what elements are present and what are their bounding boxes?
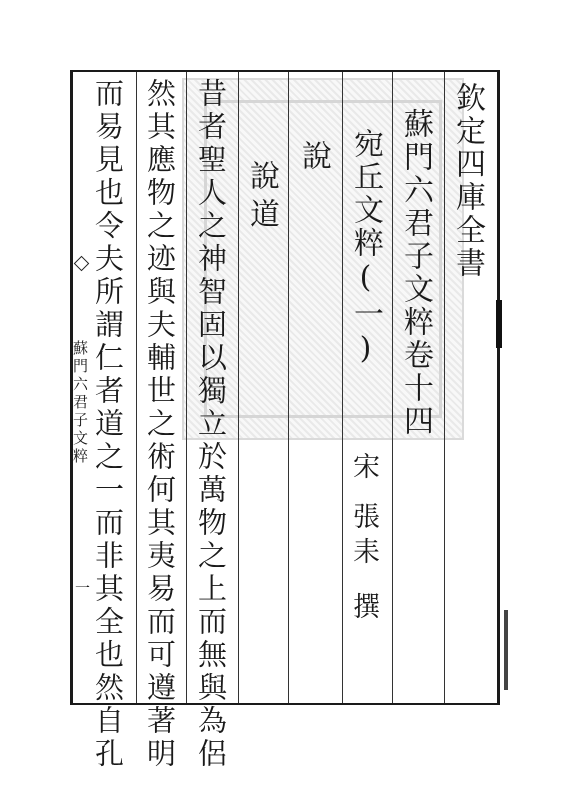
margin-page-number: 一 xyxy=(73,580,91,598)
genre-heading: 說 xyxy=(296,140,331,173)
page-edge-mark xyxy=(504,610,508,690)
column-rule xyxy=(238,72,239,703)
author-dynasty: 宋 xyxy=(348,452,379,483)
author-role: 撰 xyxy=(348,592,379,623)
column-rule xyxy=(342,72,343,703)
column-rule xyxy=(136,72,137,703)
body-line: 然其應物之迹與夫輔世之術何其夷易而可遵著明 xyxy=(143,78,177,771)
collection-title: 宛丘文粹(一) xyxy=(348,128,383,369)
body-line: 昔者聖人之神智固以獨立於萬物之上而無與為侶 xyxy=(194,78,228,771)
margin-book-title: 蘇門六君子文粹 xyxy=(71,340,89,466)
column-rule xyxy=(288,72,289,703)
essay-title: 說道 xyxy=(244,160,279,236)
page-edge-mark xyxy=(496,300,502,348)
book-title: 蘇門六君子文粹卷十四 xyxy=(398,108,433,438)
column-rule xyxy=(392,72,393,703)
library-title: 欽定四庫全書 xyxy=(450,82,485,280)
author-name: 張耒 xyxy=(348,502,379,572)
column-rule xyxy=(186,72,187,703)
body-line: 而易見也令夫所謂仁者道之一而非其全也然自孔 xyxy=(91,78,125,771)
page-frame xyxy=(70,70,500,705)
column-rule xyxy=(444,72,445,703)
